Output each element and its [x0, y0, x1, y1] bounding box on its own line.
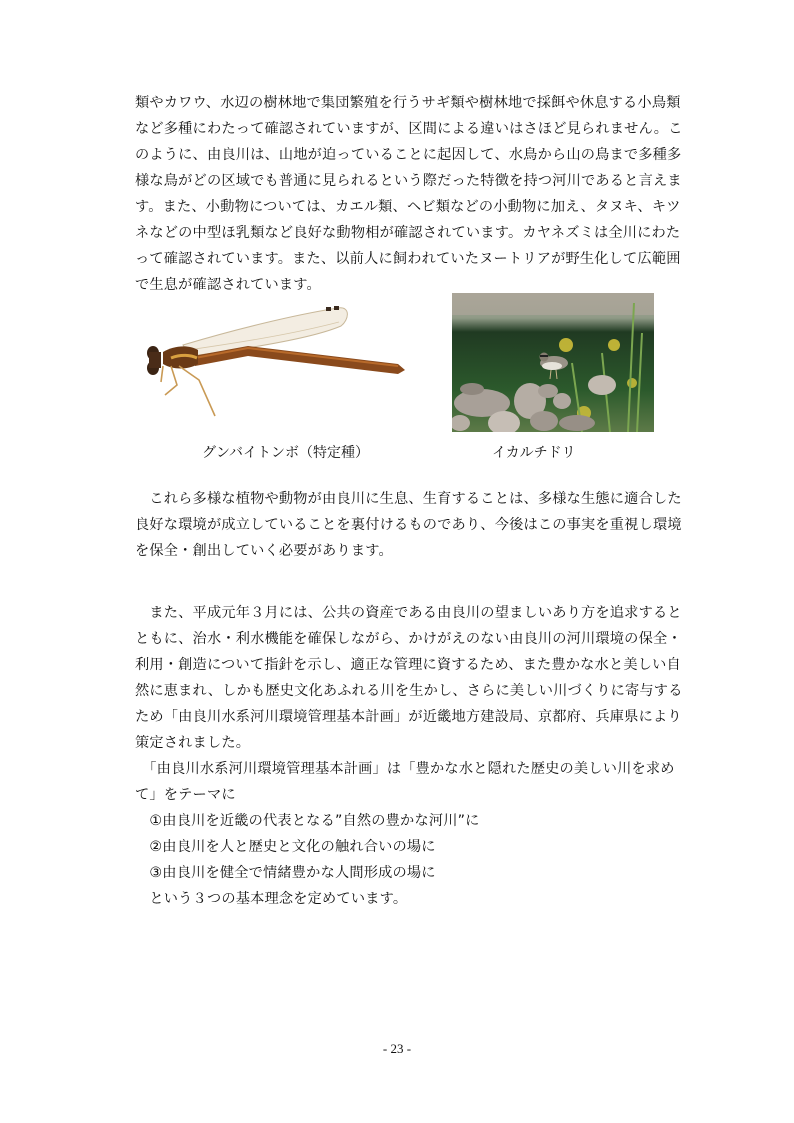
list-item-principle-3: ③由良川を健全で情緒豊かな人間形成の場に — [135, 865, 436, 881]
text-line: 良好な環境が成立していることを裏付けるものであり、今後はこの事実を重視し環境 — [135, 517, 682, 533]
text-line: など多種にわたって確認されていますが、区間による違いはさほど見られません。こ — [135, 121, 683, 137]
text-line: また、平成元年３月には、公共の資産である由良川の望ましいあり方を追求すると — [135, 605, 682, 621]
text-line: という３つの基本理念を定めています。 — [135, 891, 408, 907]
text-line: 利用・創造について指針を示し、適正な管理に資するため、また豊かな水と美しい自 — [135, 657, 681, 673]
bird-photo — [452, 293, 654, 432]
list-item-principle-1: ①由良川を近畿の代表となる”自然の豊かな河川”に — [135, 813, 480, 829]
plover-bird-icon — [452, 293, 654, 432]
text-line: を保全・創出していく必要があります。 — [135, 543, 393, 559]
text-line: のように、由良川は、山地が迫っていることに起因して、水鳥から山の鳥まで多種多 — [135, 147, 682, 163]
paragraph-diverse-ecosystem — [135, 486, 700, 564]
dragonfly-icon — [143, 300, 408, 418]
text-line: ともに、治水・利水機能を確保しながら、かけがえのない由良川の河川環境の保全・ — [135, 631, 682, 647]
text-line: 様な鳥がどの区域でも普通に見られるという際だった特徴を持つ河川であると言えま — [135, 173, 682, 189]
dragonfly-photo — [143, 300, 408, 418]
text-line: て」をテーマに — [135, 787, 236, 803]
figure-caption-dragonfly: グンバイトンボ（特定種） — [202, 445, 370, 461]
text-line: 類やカワウ、水辺の樹林地で集団繁殖を行うサギ類や樹林地で採餌や休息する小鳥類 — [135, 95, 681, 111]
text-line: ため「由良川水系河川環境管理基本計画」が近畿地方建設局、京都府、兵庫県により — [135, 709, 682, 725]
paragraph-birds-animals — [135, 90, 700, 298]
text-line: 「由良川水系河川環境管理基本計画」は「豊かな水と隠れた歴史の美しい川を求め — [135, 761, 675, 777]
text-line: 然に恵まれ、しかも歴史文化あふれる川を生かし、さらに美しい川づくりに寄与する — [135, 683, 683, 699]
text-line: す。また、小動物については、カエル類、ヘビ類などの小動物に加え、タヌキ、キツ — [135, 199, 681, 215]
list-item-principle-2: ②由良川を人と歴史と文化の触れ合いの場に — [135, 839, 436, 855]
text-line: これら多様な植物や動物が由良川に生息、生育することは、多様な生態に適合した — [135, 491, 682, 507]
text-line: 策定されました。 — [135, 735, 251, 751]
paragraph-management-plan — [135, 600, 700, 912]
text-line: ネなどの中型ほ乳類など良好な動物相が確認されています。カヤネズミは全川にわた — [135, 225, 681, 241]
figure-caption-bird: イカルチドリ — [492, 445, 576, 461]
text-line: で生息が確認されています。 — [135, 277, 321, 293]
page-number: - 23 - — [382, 1041, 412, 1056]
text-line: って確認されています。また、以前人に飼われていたヌートリアが野生化して広範囲 — [135, 251, 681, 267]
